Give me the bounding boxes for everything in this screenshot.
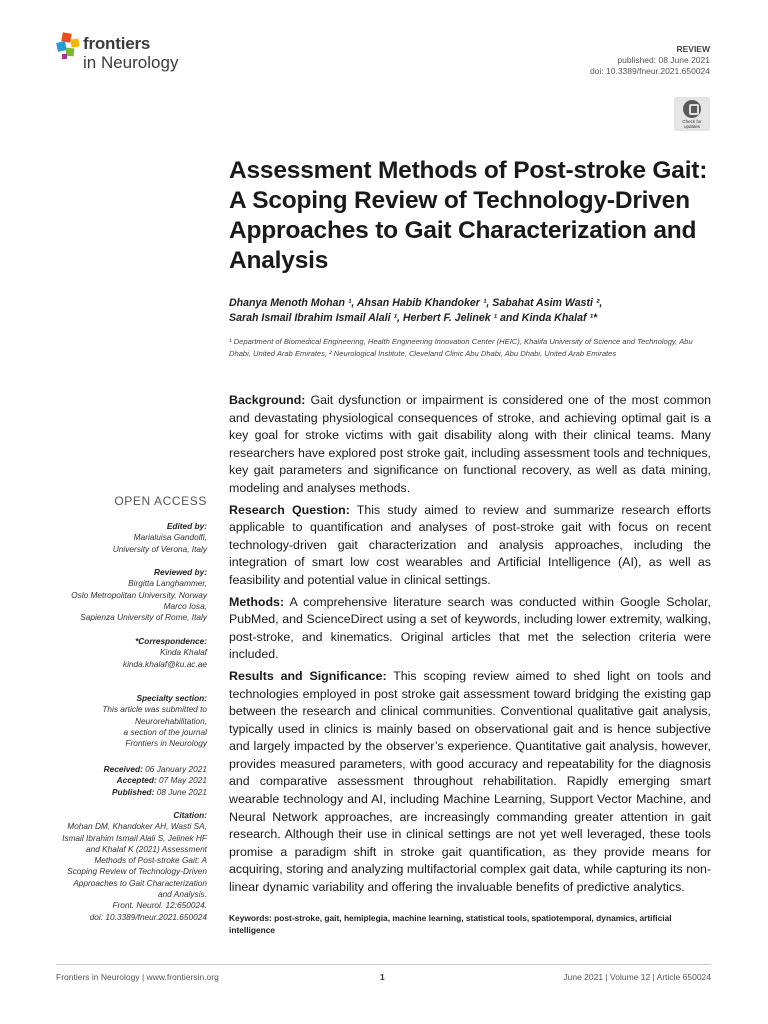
- abstract-background: Background: Gait dysfunction or impairment is considered one of the most common and devastating physiological consequences of stroke, and achieving optimal gait is a key goal for stroke victims with gait disability along with their clinical teams. Many researchers have explored post stroke gait, including assessment tools and techniques, key gait parameters and significance on functional recovery, as well as data mining, modeling and analyses methods.: [229, 393, 711, 495]
- sidebar-reviewers: Reviewed by: Birgitta Langhammer, Oslo Metropolitan University, Norway Marco Iosa, Sapienza University of Rome, Italy: [71, 567, 207, 623]
- abstract: [229, 392, 711, 901]
- check-updates-icon: [683, 100, 701, 118]
- page-number: 1: [380, 972, 385, 982]
- journal-logo: [57, 31, 197, 81]
- sidebar-specialty: Specialty section: This article was submitted to Neurorehabilitation, a section of the journal Frontiers in Neurology: [102, 693, 207, 749]
- journal-brand: frontiers: [83, 34, 151, 53]
- frontiers-logo-icon: [57, 33, 79, 57]
- footer-issue-info: June 2021 | Volume 12 | Article 650024: [563, 972, 711, 982]
- article-type: REVIEW: [676, 44, 710, 54]
- article-title: Assessment Methods of Post-stroke Gait: A Scoping Review of Technology-Driven Approaches to Gait Characterization and Analysis: [229, 157, 708, 274]
- sidebar-editors: Edited by: Marialuisa Gandolfi, University of Verona, Italy: [112, 521, 207, 554]
- abstract-methods: Methods: A comprehensive literature search was conducted within Google Scholar, PubMed, and ScienceDirect using a set of keywords, including lower extremity, walking, post-stroke, and kinematics. Original articles that met the selection criteria were included.: [229, 594, 711, 662]
- footer-journal-link[interactable]: Frontiers in Neurology | www.frontiersin.org: [56, 972, 219, 982]
- journal-name: in Neurology: [83, 53, 179, 72]
- abstract-results: Results and Significance: This scoping review aimed to shed light on tools and technologies employed in post stroke gait assessment toward bridging the existing gap between the research and clinical communities. Conventional qualitative gait analysis, typically used in clinics is mainly based on observational gait and is hence subjective and largely impacted by the observer’s experience. Quantitative gait analysis, however, provides measured parameters, with good accuracy and repeatability for the diagnosis and comparative assessment throughout rehabilitation. Rapidly emerging smart wearable technology and AI, including Machine Learning, Support Vector Machine, and Neural Network approaches, are increasingly commanding greater attention in gait research. Although their use in clinical settings are not yet well leveraged, these tools promise a paradigm shift in stroke gait quantification, as they provide means for acquiring, storing and analyzing multifactorial complex gait data, while capturing its non-linear dynamic variability and offering the invaluable benefits of predictive analytics.: [229, 668, 711, 895]
- sidebar-correspondence: *Correspondence: Kinda Khalaf kinda.khalaf@ku.ac.ae: [0, 636, 207, 670]
- article-meta: [590, 44, 710, 77]
- author-list: Dhanya Menoth Mohan ¹, Ahsan Habib Khandoker ¹, Sabahat Asim Wasti ², Sarah Ismail Ibrahim Ismail Alali ¹, Herbert F. Jelinek ¹ and Kinda Khalaf ¹*: [229, 297, 603, 324]
- correspondence-email[interactable]: kinda.khalaf@ku.ac.ae: [122, 658, 207, 669]
- keywords: Keywords: post-stroke, gait, hemiplegia, machine learning, statistical tools, spatiotemporal, dynamics, artificial intelligence: [229, 913, 672, 935]
- check-for-updates-badge[interactable]: Check for updates: [674, 97, 710, 131]
- abstract-research-question: Research Question: This study aimed to review and summarize research efforts applicable to quantification and analyses of post-stroke gait with focus on recent technology-driven gait characterization and analysis approaches, including the integration of smart low cost wearables and Artificial Intelligence (AI), as well as feasibility and potential value in clinical settings.: [229, 502, 712, 587]
- sidebar-dates: Received: 06 January 2021 Accepted: 07 May 2021 Published: 08 June 2021: [103, 764, 207, 797]
- published-date: published: 08 June 2021: [617, 55, 710, 65]
- sidebar-citation: Citation: Mohan DM, Khandoker AH, Wasti SA, Ismail Ibrahim Ismail Alali S, Jelinek HF and Khalaf K (2021) Assessment Methods of Post-stroke Gait: A Scoping Review of Technology-Driven Approaches to Gait Characterization and Analysis. Front. Neurol. 12:650024. doi: 10.3389/fneur.2021.650024: [62, 810, 207, 922]
- footer-divider: [56, 964, 711, 965]
- open-access-label: OPEN ACCESS: [114, 494, 207, 508]
- article-doi[interactable]: doi: 10.3389/fneur.2021.650024: [589, 66, 710, 76]
- affiliations: ¹ Department of Biomedical Engineering, Health Engineering Innovation Center (HEIC), Khalifa University of Science and Technology, Abu Dhabi, United Arab Emirates, ² Neurological Institute, Cleveland Clinic Abu Dhabi, Abu Dhabi, United Arab Emirates: [229, 337, 693, 358]
